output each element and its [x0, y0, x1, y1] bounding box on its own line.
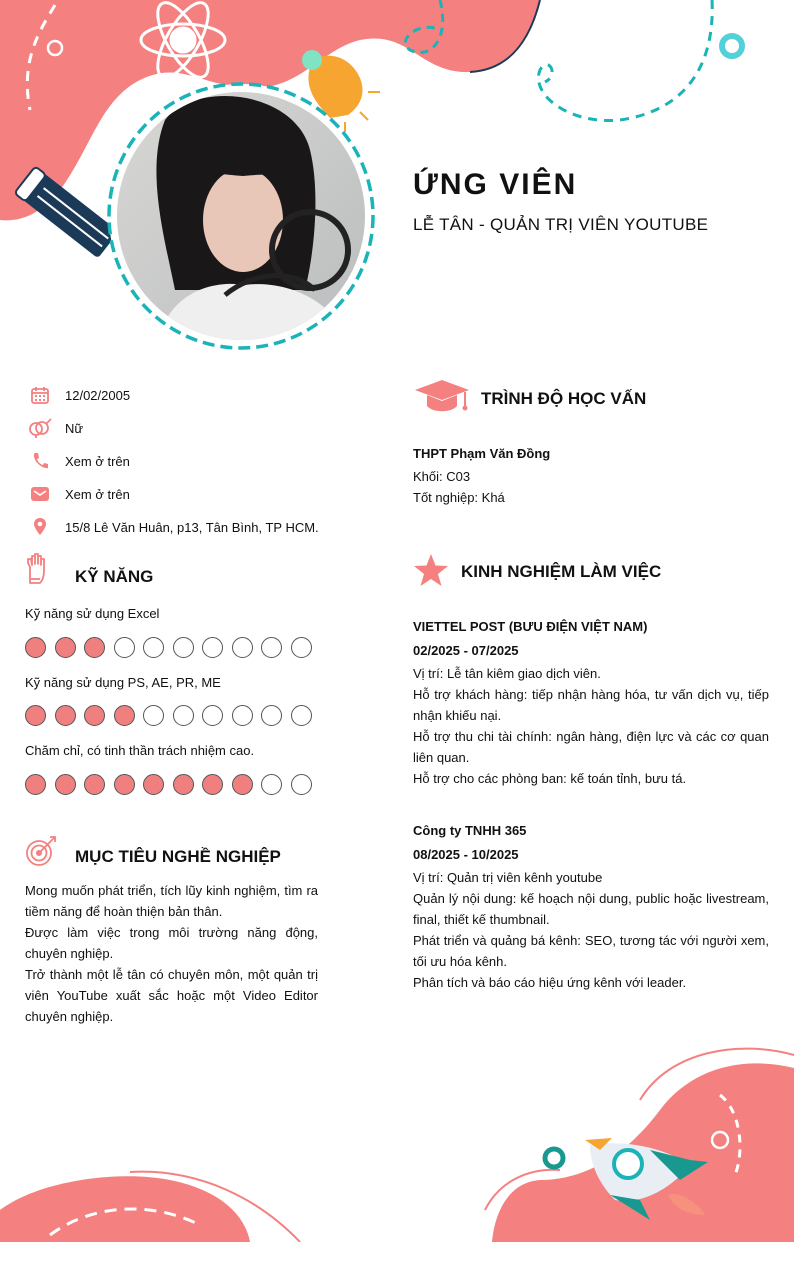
rating-dot-filled	[232, 774, 253, 795]
rating-dot-filled	[55, 774, 76, 795]
job-1-line-1: Vị trí: Lễ tân kiêm giao dịch viên.	[413, 666, 601, 681]
graduation-cap-icon	[413, 380, 471, 419]
job-2-line-1: Vị trí: Quản trị viên kênh youtube	[413, 870, 603, 885]
job-1-period: 02/2025 - 07/2025	[413, 643, 519, 658]
star-icon	[413, 553, 449, 592]
education-grade: Tốt nghiệp: Khá	[413, 490, 505, 505]
rating-dot-filled	[55, 637, 76, 658]
rating-dot-empty	[173, 637, 194, 658]
education-school: THPT Phạm Văn Đồng	[413, 446, 551, 461]
rating-dot-empty	[261, 705, 282, 726]
profile-photo	[105, 80, 377, 352]
gender-icon	[28, 417, 52, 439]
objective-title: MỤC TIÊU NGHỀ NGHIỆP	[75, 847, 281, 866]
gender-row	[28, 417, 83, 439]
job-1-company: VIETTEL POST (BƯU ĐIỆN VIỆT NAM)	[413, 619, 648, 634]
rating-dot-filled	[202, 774, 223, 795]
job-2-period: 08/2025 - 10/2025	[413, 847, 519, 862]
skill-rating-1	[25, 637, 312, 658]
candidate-role: LỄ TÂN - QUẢN TRỊ VIÊN YOUTUBE	[413, 215, 709, 234]
objective-text	[25, 880, 318, 1027]
birthday-value: 12/02/2005	[65, 387, 131, 403]
rating-dot-empty	[291, 774, 312, 795]
job-2-company: Công ty TNHH 365	[413, 823, 527, 838]
phone-icon	[28, 450, 52, 472]
phone-row	[28, 450, 130, 472]
skill-label-2: Kỹ năng sử dụng PS, AE, PR, ME	[25, 675, 221, 690]
rating-dot-empty	[114, 637, 135, 658]
address-row	[28, 516, 319, 538]
rating-dot-empty	[291, 705, 312, 726]
rating-dot-filled	[84, 637, 105, 658]
job-1-details	[413, 663, 769, 789]
job-1-line-2: Hỗ trợ khách hàng: tiếp nhận hàng hóa, tư vấn dịch vụ, tiếp nhận khiếu nại.	[413, 687, 769, 723]
objective-line-1: Mong muốn phát triển, tích lũy kinh nghiệm, tìm ra tiềm năng để hoàn thiện bản thân.	[25, 883, 318, 919]
job-2-line-2: Quản lý nội dung: kế hoạch nội dung, public hoặc livestream, final, thiết kế thumbnail.	[413, 891, 769, 927]
skill-label-3: Chăm chỉ, có tinh thần trách nhiệm cao.	[25, 743, 255, 758]
rating-dot-filled	[114, 774, 135, 795]
gender-value: Nữ	[65, 420, 84, 436]
rating-dot-filled	[84, 705, 105, 726]
rating-dot-empty	[261, 637, 282, 658]
candidate-name: ỨNG VIÊN	[413, 168, 578, 201]
rating-dot-filled	[143, 774, 164, 795]
skill-rating-2	[25, 705, 312, 726]
job-2-details	[413, 867, 769, 993]
rating-dot-empty	[261, 774, 282, 795]
objective-line-2: Được làm việc trong môi trường năng động, chuyên nghiệp.	[25, 925, 318, 961]
rating-dot-empty	[232, 705, 253, 726]
teal-ring	[722, 36, 742, 56]
rating-dot-filled	[25, 705, 46, 726]
location-pin-icon	[28, 516, 52, 538]
skills-title: KỸ NĂNG	[75, 567, 154, 586]
rating-dot-empty	[202, 705, 223, 726]
rating-dot-filled	[25, 637, 46, 658]
rating-dot-filled	[173, 774, 194, 795]
avatar	[105, 80, 377, 352]
target-icon	[24, 835, 58, 872]
rating-dot-filled	[114, 705, 135, 726]
experience-title: KINH NGHIỆM LÀM VIỆC	[461, 562, 662, 581]
job-1-line-4: Hỗ trợ cho các phòng ban: kế toán tỉnh, bưu tá.	[413, 771, 687, 786]
education-title: TRÌNH ĐỘ HỌC VẤN	[481, 389, 647, 408]
mail-icon	[28, 483, 52, 505]
rating-dot-empty	[202, 637, 223, 658]
job-2-line-3: Phát triển và quảng bá kênh: SEO, tương tác với người xem, tối ưu hóa kênh.	[413, 933, 769, 969]
rating-dot-filled	[55, 705, 76, 726]
skill-rating-3	[25, 774, 312, 795]
address-value: 15/8 Lê Văn Huân, p13, Tân Bình, TP HCM.	[65, 519, 319, 535]
job-2-line-4: Phân tích và báo cáo hiệu ứng kênh với leader.	[413, 975, 687, 990]
hand-icon	[24, 553, 50, 590]
education-stream: Khối: C03	[413, 469, 471, 484]
job-1-line-3: Hỗ trợ thu chi tài chính: ngân hàng, điện lực và các cơ quan liên quan.	[413, 729, 769, 765]
rating-dot-empty	[143, 637, 164, 658]
email-row	[28, 483, 130, 505]
objective-line-3: Trở thành một lễ tân có chuyên môn, một quản trị viên YouTube xuất sắc hoặc một Video Editor chuyên nghiệp.	[25, 967, 318, 1024]
rating-dot-filled	[84, 774, 105, 795]
rating-dot-empty	[291, 637, 312, 658]
birthday-row	[28, 384, 130, 406]
calendar-icon	[28, 384, 52, 406]
rating-dot-empty	[143, 705, 164, 726]
phone-value: Xem ở trên	[65, 453, 130, 469]
rating-dot-filled	[25, 774, 46, 795]
rating-dot-empty	[232, 637, 253, 658]
rating-dot-empty	[173, 705, 194, 726]
email-value: Xem ở trên	[65, 486, 130, 502]
skill-label-1: Kỹ năng sử dụng Excel	[25, 606, 160, 621]
